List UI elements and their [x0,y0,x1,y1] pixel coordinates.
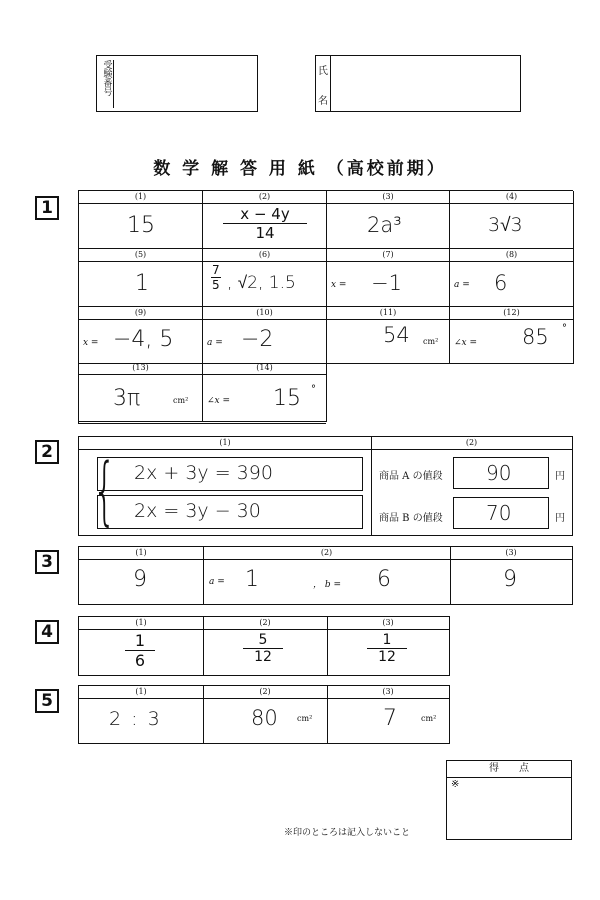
score-note: ※印のところは記入しないこと [284,828,411,838]
q1-answer-13: 3π [113,386,141,411]
question-number-1: 1 [35,196,59,220]
q1-answer-7: −1 [371,271,402,295]
score-title: 得 点 [447,761,571,778]
page-title: 数 学 解 答 用 紙 （高校前期） [153,159,447,179]
q2-value-a-box[interactable] [453,457,549,489]
q1-answer-6-rest: , √2, 1.5 [227,273,296,293]
q5-answer-2[interactable]: 80 [251,706,278,730]
q5-answer-grid: (1) (2) (3) 2 : 3 80 cm² 7 cm² [78,685,450,744]
q2-equation-1-box[interactable] [97,457,363,491]
q1-answer-1: 15 [127,213,155,238]
q2-value-b-box[interactable] [453,497,549,529]
q1-cell-7[interactable]: (7) x = −1 [327,249,450,307]
q2-answer-grid: (1) (2) { 2x + 3y = 390 2x = 3y − 30 商品 A の値段 90 円 商品 B の値段 70 円 [78,436,573,536]
q2-label-b: 商品 B の値段 [379,513,443,524]
q1-answer-5: 1 [135,271,149,296]
q1-answer-4: 3√3 [488,214,523,236]
q2-yen-b: 円 [555,513,565,524]
name-label-1: 氏 [318,66,328,77]
q2-equation-2-box[interactable] [97,495,363,529]
score-mark: ※ [451,779,460,790]
q1-answer-grid [78,190,573,363]
q1-answer-6-fraction: $\frac{7}{5}$ [212,263,220,292]
q1-answer-3: 2a³ [367,213,402,237]
name-box[interactable] [315,55,521,112]
q5-answer-3[interactable]: 7 [383,706,397,731]
q1-cell-9[interactable]: (9) x = −4, 5 [79,307,203,364]
q1-answer-grid-row4 [78,362,326,424]
name-label-2: 名 [318,96,328,107]
q1-answer-12: 85 [522,325,549,349]
q1-cell-11[interactable]: (11) 54 cm² [327,307,450,364]
q3-answer-3[interactable]: 9 [503,567,517,592]
q4-answer-grid: (1) (2) (3) $\frac{1}{6}$ $\frac{5}{12}$ $\frac{1}{12}$ [78,616,450,676]
q1-cell-12[interactable]: (12) ∠x = 85 ° [450,307,574,364]
q1-answer-8: 6 [494,271,508,295]
q2-yen-a: 円 [555,471,565,482]
q4-answer-1[interactable]: $\frac{1}{6}$ [125,631,155,670]
question-number-3: 3 [35,550,59,574]
q1-cell-4[interactable]: (4) 3√3 [450,191,574,249]
q2-value-a: 90 [486,461,512,485]
q1-answer-2: $\frac{x - 4y}{14}$ [223,205,307,242]
q1-cell-3[interactable]: (3) 2a³ [327,191,450,249]
q1-answer-10: −2 [241,327,274,352]
q1-answer-14: 15 [273,386,301,411]
q1-cell-8[interactable]: (8) a = 6 [450,249,574,307]
q1-cell-6[interactable]: (6) $\frac{7}{5}$ , √2, 1.5 [203,249,327,307]
q1-answer-11: 54 [383,323,410,347]
q3-answer-1[interactable]: 9 [133,567,147,592]
q2-value-b: 70 [486,501,512,525]
q3-answer-grid: (1) (2) (3) 9 a = 1 ， b = 6 9 [78,546,573,605]
q3-answer-b[interactable]: 6 [377,567,391,592]
q4-answer-3[interactable]: $\frac{1}{12}$ [367,632,407,665]
exam-number-label: 受験番号 [99,60,114,108]
q2-equation-1: 2x + 3y = 390 [134,462,273,484]
q1-cell-13[interactable]: (13) 3π cm² [79,362,203,422]
q3-answer-a[interactable]: 1 [245,567,259,592]
question-number-2: 2 [35,440,59,464]
q1-cell-10[interactable]: (10) a = −2 [203,307,327,364]
score-box[interactable] [446,760,572,840]
q2-label-a: 商品 A の値段 [379,471,443,482]
q1-cell-14[interactable]: (14) ∠x = 15 ° [203,362,327,422]
question-number-4: 4 [35,620,59,644]
q5-answer-1[interactable]: 2 : 3 [109,708,162,730]
exam-number-box[interactable] [96,55,258,112]
q4-answer-2[interactable]: $\frac{5}{12}$ [243,632,283,665]
q1-cell-5[interactable]: (5) 1 [79,249,203,307]
q1-cell-1[interactable]: (1) 15 [79,191,203,249]
q2-equation-2: 2x = 3y − 30 [134,500,261,522]
system-brace: { [92,448,117,534]
q1-cell-2[interactable]: (2) $\frac{x - 4y}{14}$ [203,191,327,249]
q1-answer-9: −4, 5 [113,327,174,352]
question-number-5: 5 [35,689,59,713]
